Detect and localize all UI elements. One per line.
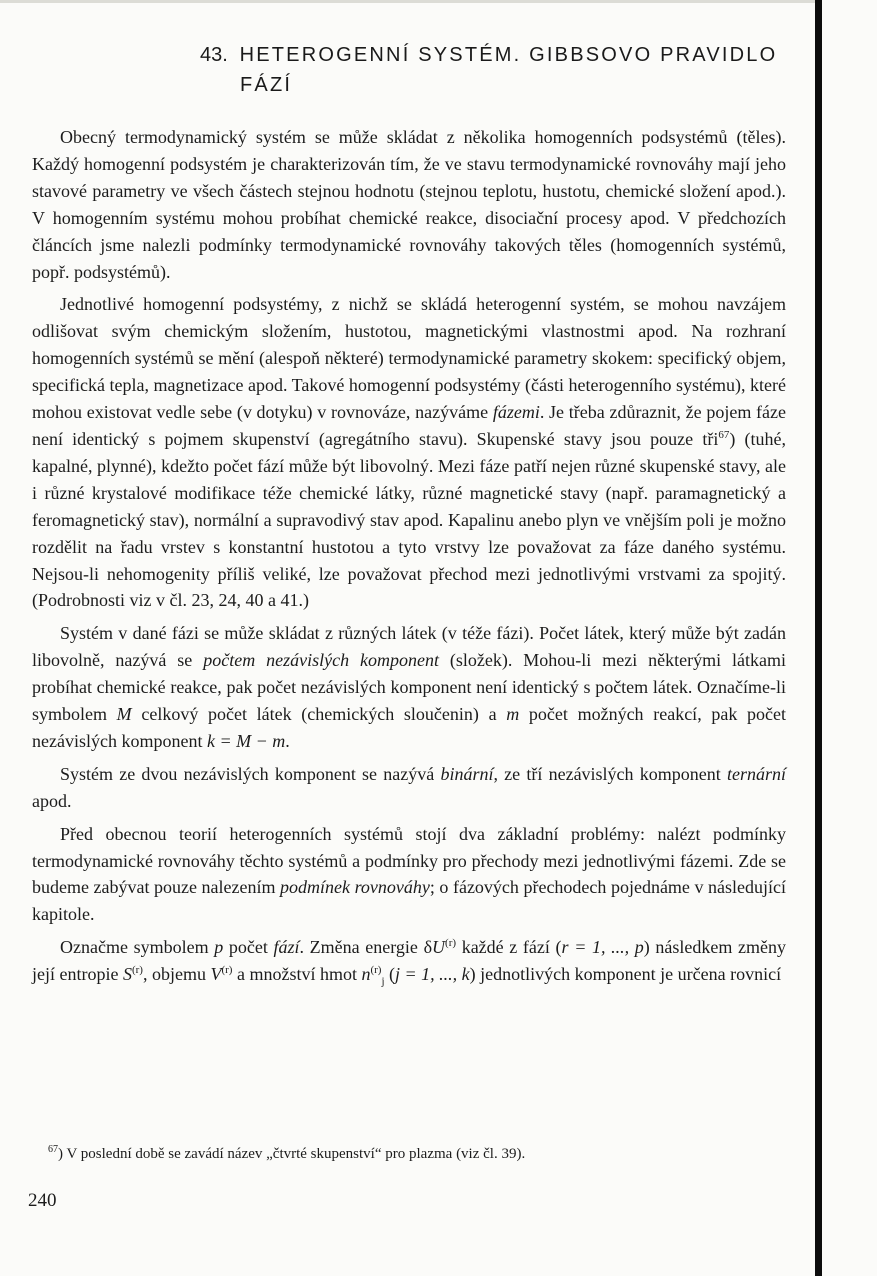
text-run: (složek). Mohou-li mezi některými látkami probíhat chemické reakce, pak počet nezávislých komponent není identický s počtem látek. Označíme-li symbolem [32, 650, 786, 725]
text-run: celkový počet látek (chemických sloučenin) a [131, 704, 507, 725]
subscript-j: j [381, 975, 385, 988]
term-italic: podmínek rovnováhy [280, 877, 430, 898]
term-italic: fází [273, 937, 300, 958]
paragraph-6 [32, 934, 786, 988]
term-italic: počtem nezávislých komponent [203, 650, 439, 671]
term-italic: binární [440, 763, 494, 784]
superscript-r: (r) [445, 937, 457, 950]
body-text [32, 124, 786, 994]
text-run: Systém ze dvou nezávislých komponent se nazývá [60, 763, 441, 784]
text-run: každé z fází ( [456, 937, 562, 958]
term-italic: fázemi [492, 402, 540, 423]
symbol-n: n [361, 964, 371, 985]
text-run: Jednotlivé homogenní podsystémy, z nichž se skládá heterogenní systém, se mohou navzájem odlišovat svým chemickým složením, hustotou, magnetickými vlastnostmi apod. Na rozhraní homogenních systémů se mění (alespoň některé) termodynamické parametry skokem: specifický objem, specifická tepla, magnetizace apod. Takové homogenní podsystémy (části heterogenního systému), které mohou existovat vedle sebe (v dotyku) v rovnováze, nazýváme [32, 294, 786, 423]
text-run: ) (tuhé, kapalné, plynné), kdežto počet fází může být libovolný. Mezi fáze patří nejen různé skupenské stavy, ale i různé krystalové modifikace téže chemické látky, různé magnetické stavy (např. paramagnetický a feromagnetický stav), normální a supravodivý stav apod. Kapalinu anebo plyn ve vnějším poli je možno rozdělit na řadu vrstev s konstantní hustotou a tyto vrstvy lze považovat za fáze daného systému. Nejsou-li nehomogenity příliš veliké, lze považovat přechod mezi jednotlivými vrstvami za spojitý. (Podrobnosti viz v čl. 23, 24, 40 a 41.) [32, 428, 786, 611]
text-run: . Změna energie δ [299, 937, 433, 958]
text-run: ) jednotlivých komponent je určena rovnicí [469, 964, 782, 985]
text-run: Označme symbolem [60, 937, 215, 958]
footnote-text: ) V poslední době se zavádí název „čtvrté skupenství“ pro plazma (viz čl. 39). [58, 1146, 526, 1162]
symbol-U: U [432, 937, 446, 958]
text-run: Před obecnou teorií heterogenních systémů stojí dva základní problémy: nalézt podmínky termodynamické rovnováhy těchto systémů a podmínky pro přechody mezi jednotlivými fázemi. Zde se budeme zabývat pouze nalezením [32, 823, 786, 898]
paragraph-5 [32, 821, 786, 929]
symbol-S: S [122, 964, 132, 985]
paragraph-4 [32, 761, 786, 815]
superscript-r: (r) [131, 964, 143, 977]
text-run: a množství hmot [232, 964, 362, 985]
page-number: 240 [28, 1190, 57, 1211]
text-run: počet [223, 937, 274, 958]
footnote-mark: 67 [48, 1144, 58, 1155]
paragraph-3 [32, 620, 786, 755]
footnote-reference: 67 [718, 428, 730, 441]
text-run: . Je třeba zdůraznit, že pojem fáze není identický s pojmem skupenství (agregátního stavu). Skupenské stavy jsou pouze tři [32, 402, 786, 449]
section-heading [200, 40, 800, 100]
text-run: počet možných reakcí, pak počet nezávislých komponent [32, 704, 786, 751]
section-number: 43. [200, 44, 228, 66]
text-run: ( [384, 964, 396, 985]
text-run: apod. [32, 790, 72, 811]
superscript-r: (r) [370, 964, 382, 977]
range-j: j = 1, ..., k [395, 964, 470, 985]
range-r: r = 1, ..., p [561, 937, 644, 958]
superscript-r: (r) [221, 964, 233, 977]
section-title-line1: HETEROGENNÍ SYSTÉM. GIBBSOVO PRAVIDLO [239, 44, 778, 66]
text-run: , objemu [142, 964, 211, 985]
symbol-M: M [116, 704, 132, 725]
text-run: , ze tří nezávislých komponent [493, 763, 727, 784]
text-run: ) následkem změny její entropie [32, 937, 786, 985]
formula-k: k = M − m [206, 730, 286, 751]
text-run: Systém v dané fázi se může skládat z různých látek (v téže fázi). Počet látek, který může být zadán libovolně, nazývá se [32, 623, 786, 671]
paragraph-2 [32, 291, 786, 614]
page-binding-edge [815, 0, 822, 1276]
symbol-V: V [210, 964, 222, 985]
term-italic: ternární [726, 763, 786, 784]
symbol-p: p [214, 937, 224, 958]
text-run: ; o fázových přechodech pojednáme v následující kapitole. [32, 877, 786, 925]
text-run: . [285, 730, 290, 751]
page-top-edge [0, 0, 815, 3]
section-title-line2: FÁZÍ [240, 74, 293, 96]
paragraph-1: Obecný termodynamický systém se může skládat z několika homogenních podsystémů (těles). Každý homogenní podsystém je charakterizován tím, že ve stavu termodynamické rovnováhy mají jeho stavové parametry ve všech částech stejnou hodnotu (stejnou teplotu, hustotu, chemické složení apod.). V homogenním systému mohou probíhat chemické reakce, disociační procesy apod. V předchozích článcích jsme nalezli podmínky termodynamické rovnováhy takových těles (homogenních systémů, popř. podsystémů). [32, 127, 786, 282]
symbol-m: m [506, 704, 520, 725]
footnote-67 [48, 1140, 788, 1164]
